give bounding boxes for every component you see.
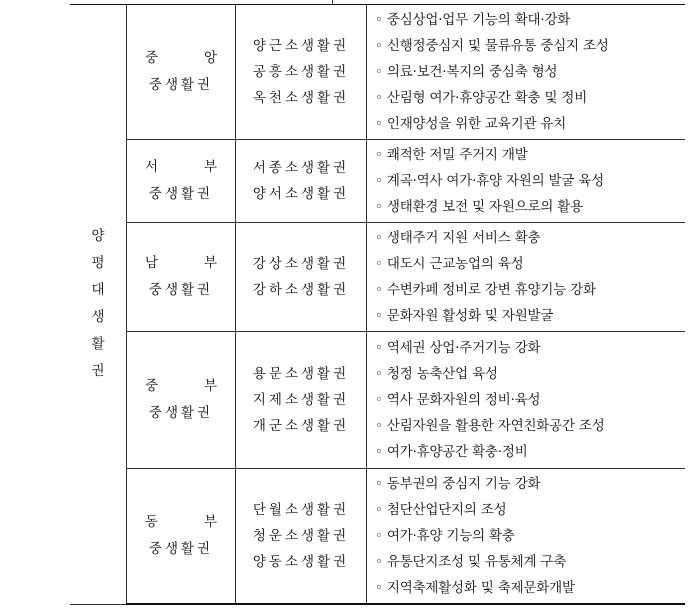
policy-list-central: ◦ 중심상업·업무 기능의 확대·강화 ◦ 신행정중심지 및 물류유통 중심지 조성 ◦ 의료·보건·복지의 중심축 형성 ◦ 산림형 여가·휴양공간 확충 및 정비 ◦ 인재양성을 위한 교육기관 유치 (367, 5, 686, 140)
policy-list-east: ◦ 동부권의 중심지 기능 강화 ◦ 첨단산업단지의 조성 ◦ 여가·휴양 기능의 확충 ◦ 유통단지조성 및 유통체계 구축 ◦ 지역축제활성화 및 축제문화개발 (367, 469, 686, 605)
mid-zone-middle: 중 부 중생활권 (127, 332, 236, 469)
table-row (70, 469, 685, 605)
table-row (70, 332, 685, 469)
small-zones-west: 서종소생활권 양서소생활권 (236, 140, 367, 223)
small-zones-east: 단월소생활권 청운소생활권 양동소생활권 (236, 469, 367, 605)
policy-list-west: ◦ 쾌적한 저밀 주거지 개발 ◦ 계곡·역사 여가·휴양 자원의 발굴 육성 ◦ 생태환경 보전 및 자원으로의 활용 (367, 140, 686, 223)
living-zone-table (70, 4, 685, 605)
mid-zone-central: 중 앙 중생활권 (127, 5, 236, 140)
mid-zone-south: 남 부 중생활권 (127, 223, 236, 332)
policy-list-middle: ◦ 역세권 상업·주거기능 강화 ◦ 청정 농축산업 육성 ◦ 역사 문화자원의 정비·육성 ◦ 산림자원을 활용한 자연친화공간 조성 ◦ 여가·휴양공간 확충·정비 (367, 332, 686, 469)
table-row (70, 140, 685, 223)
policy-list-south: ◦ 생태주거 지원 서비스 확충 ◦ 대도시 근교농업의 육성 ◦ 수변카페 정비로 강변 휴양기능 강화 ◦ 문화자원 활성화 및 자원발굴 (367, 223, 686, 332)
large-zone-label: 양 평 대 생 활 권 (91, 228, 105, 380)
table-row (70, 223, 685, 332)
mid-zone-west: 서 부 중생활권 (127, 140, 236, 223)
small-zones-central: 양근소생활권 공흥소생활권 옥천소생활권 (236, 5, 367, 140)
large-zone-cell (70, 5, 127, 605)
small-zones-south: 강상소생활권 강하소생활권 (236, 223, 367, 332)
table-row (70, 5, 685, 140)
mid-zone-east: 동 부 중생활권 (127, 469, 236, 605)
small-zones-middle: 용문소생활권 지제소생활권 개군소생활권 (236, 332, 367, 469)
